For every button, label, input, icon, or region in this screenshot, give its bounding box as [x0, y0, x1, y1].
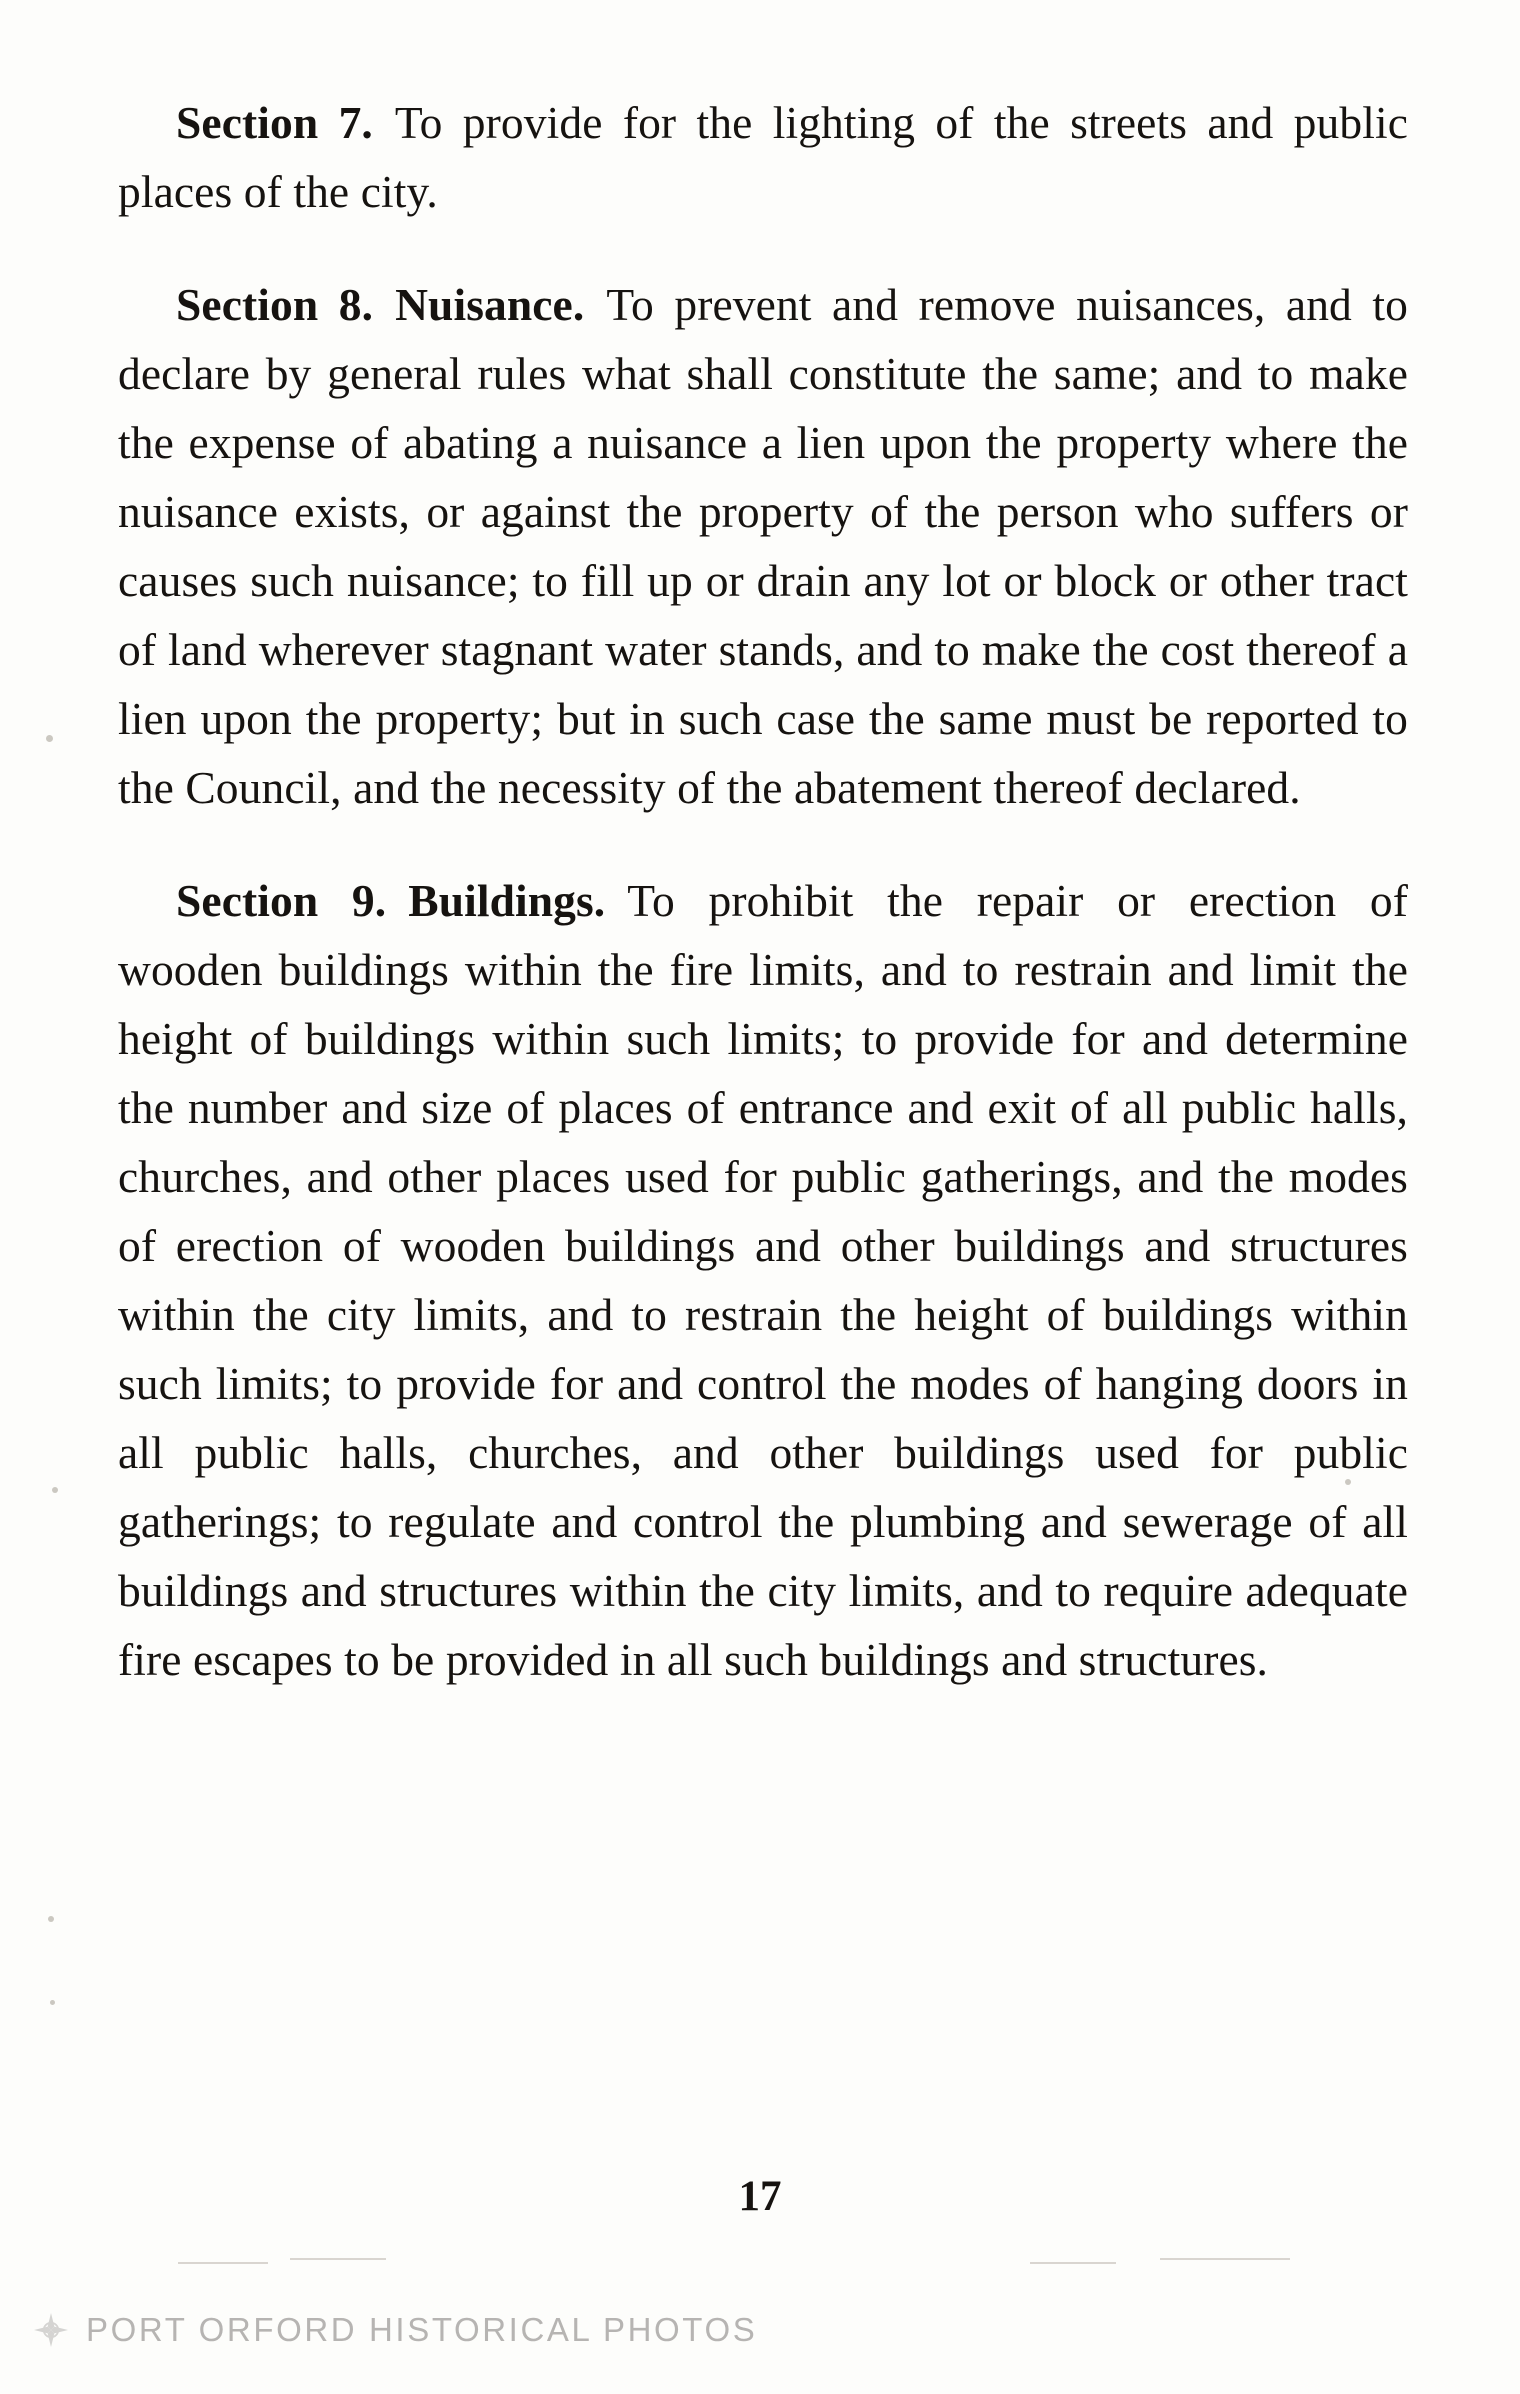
- page-number: 17: [738, 2173, 782, 2220]
- section-heading: Section 7.: [176, 97, 373, 148]
- paragraph-text: To provide for the lighting of the streets and public places of the city.: [118, 97, 1408, 217]
- scan-line: [1030, 2262, 1116, 2264]
- paragraph-text: To prohibit the repair or erection of wooden buildings within the fire limits, and to restrain and limit the height of buildings within such limits; to provide for and determine the number and size of places of entrance and exit of all public halls, churches, and other places used for public gatherings, and the modes of erection of wooden buildings and other buildings and structures within the city limits, and to restrain the height of buildings within such limits; to provide for and control the modes of hanging doors in all public halls, churches, and other buildings used for public gatherings; to regulate and control the plumbing and sewerage of all buildings and structures within the city limits, and to require adequate fire escapes to be provided in all such buildings and structures.: [118, 875, 1408, 1685]
- compass-rose-icon: [34, 2313, 68, 2347]
- section-heading: Section 8.: [176, 279, 374, 330]
- scan-line: [290, 2258, 386, 2260]
- section-subheading: Nuisance.: [395, 279, 585, 330]
- page-body: [118, 88, 1408, 1694]
- section-subheading: Buildings.: [408, 875, 606, 926]
- scan-speck: [48, 1916, 54, 1922]
- scan-speck: [52, 1487, 58, 1493]
- paragraph-text: To prevent and remove nuisances, and to declare by general rules what shall constitute the same; and to make the expense of abating a nuisance a lien upon the property where the nuisance exists, or against the property of the person who suffers or causes such nuisance; to fill up or drain any lot or block or other tract of land wherever stagnant water stands, and to make the cost thereof a lien upon the property; but in such case the same must be reported to the Council, and the necessity of the abatement thereof declared.: [118, 279, 1408, 813]
- paragraph-section-9: [118, 866, 1408, 1694]
- section-heading: Section 9.: [176, 875, 387, 926]
- scan-line: [178, 2262, 268, 2264]
- scan-speck: [46, 735, 53, 742]
- scan-speck: [50, 2000, 55, 2005]
- scan-line: [1160, 2258, 1290, 2260]
- paragraph-section-8: [118, 270, 1408, 822]
- paragraph-section-7: [118, 88, 1408, 226]
- watermark: [0, 2300, 1520, 2360]
- watermark-label: PORT ORFORD HISTORICAL PHOTOS: [86, 2311, 758, 2348]
